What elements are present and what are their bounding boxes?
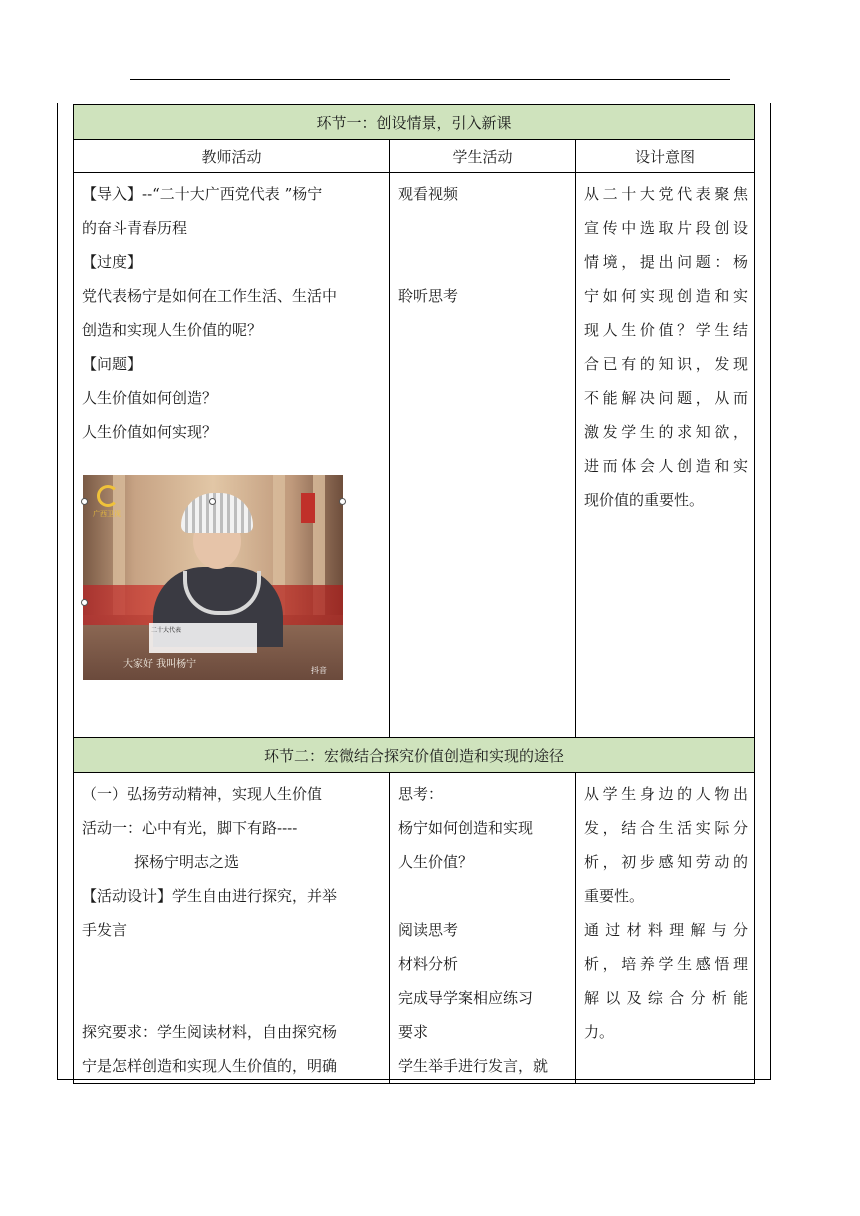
section1-intent-cell	[576, 173, 755, 738]
spacer	[398, 211, 569, 245]
s1-student-item: 观看视频	[398, 185, 459, 203]
s2-student-line: 阅读思考	[398, 921, 459, 939]
header-rule	[130, 79, 730, 80]
s2-student-line: 要求	[398, 1023, 429, 1041]
section2-title: 环节二：宏微结合探究价值创造和实现的途径	[74, 738, 755, 773]
s1-intent-line: 从二十大党代表聚焦	[584, 185, 749, 203]
spacer	[82, 981, 383, 1015]
s1-intent-line: 合已有的知识，发现	[584, 355, 749, 373]
s2-intent-line: 从学生身边的人物出	[584, 785, 749, 803]
s2-intent-line: 重要性。	[584, 887, 645, 905]
s1-teacher-line: 创造和实现人生价值的呢？	[82, 321, 263, 339]
s1-teacher-line: 人生价值如何实现？	[82, 423, 218, 441]
s1-teacher-line: 的奋斗青春历程	[82, 219, 188, 237]
s2-student-line: 人生价值？	[398, 853, 474, 871]
photo-caption: 二十大代表	[149, 623, 257, 653]
s2-student-line: 材料分析	[398, 955, 459, 973]
s2-student-line: 杨宁如何创造和实现	[398, 819, 534, 837]
spacer	[398, 879, 569, 913]
douyin-watermark: 抖音	[311, 666, 327, 675]
s2-student-line: 学生举手进行发言，就	[398, 1057, 549, 1075]
header-student-activity: 学生活动	[390, 140, 576, 173]
s2-student-line: 完成导学案相应练习	[398, 989, 534, 1007]
s2-student-line: 思考：	[398, 785, 444, 803]
s2-intent-line: 通过材料理解与分	[584, 921, 749, 939]
photo-subtitle: 大家好 我叫杨宁	[123, 659, 197, 670]
s2-intent-line: 解以及综合分析能	[584, 989, 749, 1007]
spacer	[398, 245, 569, 279]
s1-intent-line: 情境，提出问题：杨	[584, 253, 749, 271]
section1-student-cell	[390, 173, 576, 738]
section2-student-cell	[390, 773, 576, 1084]
video-still-image[interactable]	[83, 475, 343, 680]
s1-teacher-line: 【过度】	[82, 253, 143, 271]
section2-intent-cell	[576, 773, 755, 1084]
header-design-intent: 设计意图	[576, 140, 755, 173]
lesson-plan-table	[73, 104, 755, 1084]
section1-title: 环节一：创设情景，引入新课	[74, 105, 755, 140]
resize-handle[interactable]	[81, 498, 88, 505]
spacer	[82, 947, 383, 981]
tv-logo-text: 广西卫视	[93, 510, 121, 518]
s2-intent-line: 析，培养学生感悟理	[584, 955, 749, 973]
s1-teacher-line: 【问题】	[82, 355, 143, 373]
s1-intent-line: 进而体会人创造和实	[584, 457, 749, 475]
s2-teacher-line: 宁是怎样创造和实现人生价值的，明确	[82, 1057, 338, 1075]
s2-teacher-line: 【活动设计】学生自由进行探究，并举	[82, 887, 338, 905]
s2-teacher-line: 探杨宁明志之选	[134, 853, 240, 871]
s1-student-item: 聆听思考	[398, 287, 459, 305]
s1-intent-line: 现价值的重要性。	[584, 491, 705, 509]
s1-intent-line: 激发学生的求知欲，	[584, 423, 749, 441]
section1-teacher-cell	[74, 173, 390, 738]
s2-teacher-line: 手发言	[82, 921, 128, 939]
photo-badge	[301, 493, 315, 523]
section2-teacher-cell	[74, 773, 390, 1084]
resize-handle[interactable]	[339, 498, 346, 505]
s2-teacher-line: 活动一：心中有光，脚下有路----	[82, 819, 298, 837]
s2-intent-line: 析，初步感知劳动的	[584, 853, 749, 871]
header-teacher-activity: 教师活动	[74, 140, 390, 173]
s2-intent-line: 力。	[584, 1023, 615, 1041]
s1-intent-line: 现人生价值？学生结	[584, 321, 749, 339]
s2-teacher-line: 探究要求：学生阅读材料，自由探究杨	[82, 1023, 338, 1041]
resize-handle[interactable]	[81, 599, 88, 606]
s2-intent-line: 发，结合生活实际分	[584, 819, 749, 837]
resize-handle[interactable]	[209, 498, 216, 505]
s2-teacher-line: （一）弘扬劳动精神，实现人生价值	[82, 785, 323, 803]
s1-teacher-line: 人生价值如何创造？	[82, 389, 218, 407]
s1-intent-line: 宣传中选取片段创设	[584, 219, 749, 237]
s1-intent-line: 宁如何实现创造和实	[584, 287, 749, 305]
s1-teacher-line: 【导入】--“二十大广西党代表 ”杨宁	[82, 185, 323, 203]
s1-teacher-line: 党代表杨宁是如何在工作生活、生活中	[82, 287, 338, 305]
s1-intent-line: 不能解决问题，从而	[584, 389, 749, 407]
tv-logo-icon	[97, 485, 119, 507]
